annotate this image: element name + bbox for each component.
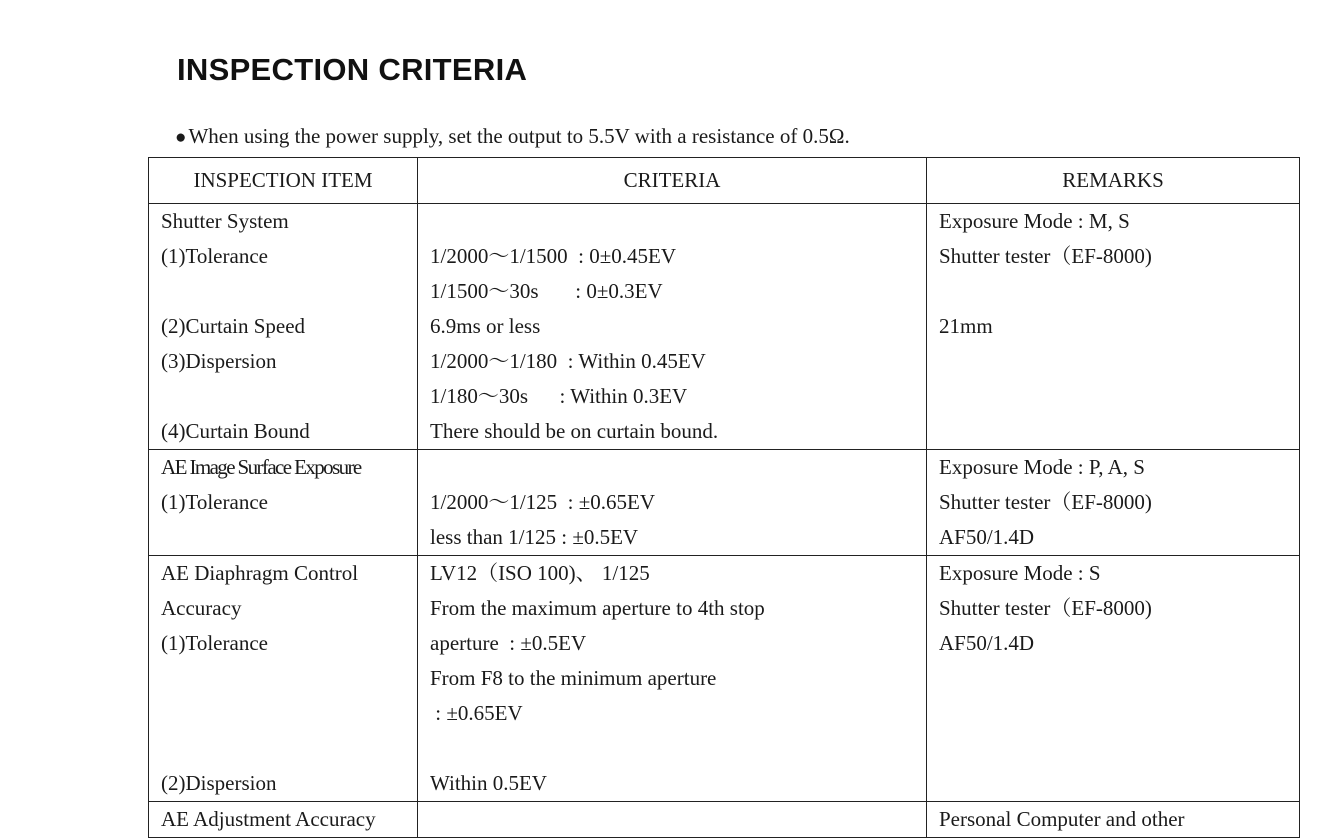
item-line — [161, 731, 417, 766]
remarks-line: Shutter tester（EF-8000) — [939, 596, 1152, 620]
inspection-item-cell — [149, 204, 418, 450]
table-row — [149, 556, 1300, 802]
remarks-line — [939, 344, 1299, 379]
item-line — [161, 696, 417, 731]
remarks-line: Exposure Mode : P, A, S — [939, 455, 1145, 479]
note-text: When using the power supply, set the output to 5.5V with a resistance of 0.5Ω. — [188, 124, 850, 148]
item-line: (1)Tolerance — [161, 631, 268, 655]
item-line: (1)Tolerance — [161, 244, 268, 268]
table-header-row — [149, 158, 1300, 204]
remarks-line: Exposure Mode : S — [939, 561, 1101, 585]
remarks-line: Shutter tester（EF-8000) — [939, 490, 1152, 514]
column-header-inspection-item: INSPECTION ITEM — [149, 158, 418, 204]
criteria-line: LV12（ISO 100)、 1/125 — [430, 561, 650, 585]
remarks-line: Personal Computer and other — [939, 807, 1185, 831]
criteria-line: 1/1500～30s : 0±0.3EV — [430, 279, 663, 303]
remarks-line: 21mm — [939, 314, 993, 338]
item-line: AE Image Surface Exposure — [161, 455, 361, 479]
criteria-line: 1/180～30s : Within 0.3EV — [430, 384, 688, 408]
remarks-line — [939, 661, 1299, 696]
remarks-line — [939, 379, 1299, 414]
item-line: (1)Tolerance — [161, 490, 268, 514]
remarks-line — [939, 274, 1299, 309]
criteria-line: less than 1/125 : ±0.5EV — [430, 525, 639, 549]
table-row — [149, 802, 1300, 838]
criteria-line: There should be on curtain bound. — [430, 419, 719, 443]
remarks-line — [939, 766, 1299, 801]
remarks-line — [939, 731, 1299, 766]
item-line: Accuracy — [161, 596, 242, 620]
remarks-line — [939, 696, 1299, 731]
criteria-cell — [418, 450, 927, 556]
inspection-item-cell — [149, 450, 418, 556]
item-line — [161, 520, 417, 555]
column-header-criteria: CRITERIA — [418, 158, 927, 204]
remarks-line — [939, 414, 1299, 449]
item-line: Shutter System — [161, 209, 289, 233]
item-line: (4)Curtain Bound — [161, 419, 310, 443]
remarks-cell — [927, 450, 1300, 556]
item-line — [161, 274, 417, 309]
remarks-line: AF50/1.4D — [939, 631, 1035, 655]
remarks-line: AF50/1.4D — [939, 525, 1035, 549]
criteria-line — [430, 731, 926, 766]
table-row — [149, 204, 1300, 450]
criteria-line: : ±0.65EV — [430, 701, 523, 725]
criteria-line — [430, 204, 926, 239]
inspection-table — [148, 157, 1300, 838]
criteria-line: From the maximum aperture to 4th stop — [430, 596, 765, 620]
criteria-line: 1/2000～1/1500 : 0±0.45EV — [430, 244, 677, 268]
criteria-line: 1/2000～1/125 : ±0.65EV — [430, 490, 656, 514]
item-line: (2)Curtain Speed — [161, 314, 306, 338]
criteria-line: aperture : ±0.5EV — [430, 631, 587, 655]
criteria-line: Within 0.5EV — [430, 771, 547, 795]
remarks-line: Shutter tester（EF-8000) — [939, 244, 1152, 268]
criteria-cell — [418, 802, 927, 838]
criteria-line — [430, 802, 926, 837]
remarks-cell — [927, 556, 1300, 802]
criteria-line: From F8 to the minimum aperture — [430, 666, 717, 690]
power-supply-note — [175, 124, 850, 149]
criteria-cell — [418, 556, 927, 802]
inspection-item-cell — [149, 802, 418, 838]
table-row — [149, 450, 1300, 556]
item-line: (3)Dispersion — [161, 349, 277, 373]
criteria-line: 1/2000～1/180 : Within 0.45EV — [430, 349, 706, 373]
criteria-line: 6.9ms or less — [430, 314, 541, 338]
inspection-item-cell — [149, 556, 418, 802]
page-title: INSPECTION CRITERIA — [177, 52, 528, 87]
bullet-icon: ● — [175, 127, 187, 148]
column-header-remarks: REMARKS — [927, 158, 1300, 204]
item-line — [161, 661, 417, 696]
item-line: AE Diaphragm Control — [161, 561, 359, 585]
criteria-cell — [418, 204, 927, 450]
remarks-line: Exposure Mode : M, S — [939, 209, 1130, 233]
item-line: (2)Dispersion — [161, 771, 277, 795]
item-line: AE Adjustment Accuracy — [161, 807, 376, 831]
item-line — [161, 379, 417, 414]
remarks-cell — [927, 204, 1300, 450]
criteria-line — [430, 450, 926, 485]
remarks-cell — [927, 802, 1300, 838]
